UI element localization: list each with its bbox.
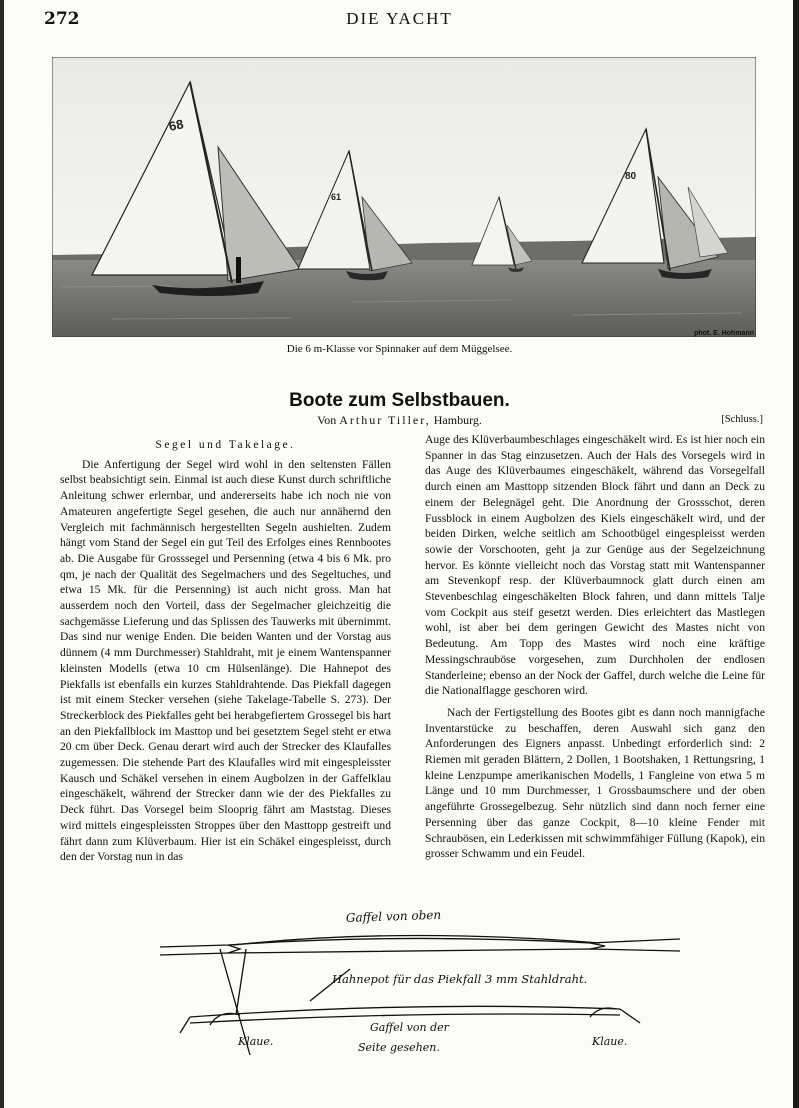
section-heading: Segel und Takelage.	[155, 439, 296, 451]
sketch-label-top: Gaffel von oben	[345, 907, 442, 925]
svg-text:68: 68	[167, 116, 185, 134]
continuation-note: [Schluss.]	[721, 414, 763, 425]
sketch-label-hahnepot: Hahnepot für das Piekfall 3 mm Stahldraht.	[332, 972, 588, 986]
running-title: DIE YACHT	[346, 9, 453, 28]
text-column-left	[60, 438, 391, 865]
paragraph-sails: Die Anfertigung der Segel wird wohl in den seltensten Fällen selbst beabsichtigt sein. Einmal ist auch diese Kunst durch schriftliche Anleitung schwer erlernbar, und andererseits habe ich noch nie von Amateuren angefertigte Segel gesehen, die auch nur annähernd den Vergleich mit fachmännisch hergestellten Segeln aushielten. Zudem hängt vom Stand der Segel ein gut Teil des Erfolges eines Rennbootes ab. Die Ausgabe für Grosssegel und Persenning (etwa 4 bis 6 Mk. pro qm, je nach der Qualität des Segelmachers und des Segeltuches, und etwa 15 Mk. für die Persenning) ist auch nicht gross. Man hat ausserdem noch den Vorteil, dass der Segelmacher gleichzeitig die sachgemässe Lieferung und das Splissen des Tauwerks mit übernimmt. Das sind nur wenige Enden. Die beiden Wanten und der Vorstag aus dünnem (4 mm Durchmesser) Stahldraht, mit je einem Wantenspanner kleinsten Modells (etwa 10 cm Hülsenlänge). Die Hahnepot des Piekfalls ist ebenfalls ein kurzes Stahldrahtende. Das Piekfall dagegen ist mit einem Stecker versehen (siehe Takelage-Tabelle S. 273). Der Streckerblock des Piekfalles geht bei herabgefiertem Grossegel bis hart an den Piekfallblock im Masttop und bei gesetztem Segel steht er etwa 20 cm über Deck. Genau derart wird auch der Strecker des Klaufalles zugemessen. Die stehende Part des Klaufalles wird mit eingespleisster Kausch und Schäkel versehen in einem Augbolzen in der Gaffelklau eingeschäkelt, während der Strecker dann wie der des Piekfalles zu Deck führt. Das Vorsegel beim Slooprig fährt am Maststag. Dieses wird mittels eingespleissten Stroppes über den Masttopp gestreift und fährt dann zum Klüverbaum. Hier ist ein Schäkel eingespleisst, durch den der Vorstag nun in das	[60, 457, 391, 864]
photo-caption: Die 6 m-Klasse vor Spinnaker auf dem Müggelsee.	[286, 343, 513, 355]
page-edge-left	[0, 0, 4, 1108]
gaff-sketch	[150, 905, 710, 1070]
author-name: Arthur Tiller,	[339, 413, 431, 427]
author-place: Hamburg.	[433, 413, 482, 427]
page-edge-right	[793, 0, 799, 1108]
article-byline	[0, 413, 799, 428]
svg-text:80: 80	[625, 171, 637, 182]
byline-prefix: Von	[317, 413, 337, 427]
article-title: Boote zum Selbstbauen.	[289, 390, 510, 411]
paragraph-rigging-continued: Auge des Klüverbaumbeschlages eingeschäkelt wird. Es ist hier noch ein Spanner in das Stag einzusetzen. Auch der Hals des Vorsegels wird in das Auge des Klüverbaumes eingeschäkelt, während das Vorsegelfall durch einen am Masttopp sitzenden Block fährt und dann an Deck zu einem der Belegnägel geht. Die Anordnung der Grossschot, deren Fussblock in einem Augbolzen des Kiels eingeschäkelt wird, und der beiden Dirken, welche seitlich am Schootbügel eingespleisst werden sowie der Vorschooten, geht ja zur Genüge aus der Segelzeichnung hervor. Es könnte vielleicht noch das Vorstag statt mit Wantenspanner am Stevenkopf resp. der Klüverbaumnock glatt durch einen am Stevenbeschlag eingeschäkelten Block fahren, und dann mittels Talje vom Cockpit aus steif gesetzt werden. Dies erleichtert das Mastlegen wohl, ist aber bei dem geringen Gewicht des Mastes nicht von Bedeutung. Am Topp des Mastes wird noch eine kräftige Messingschrauböse vorgesehen, zum Durchholen der endlosen Standerleine; ebenso an der Nock der Gaffel, durch welche die Leine für die Nationalflagge geschoren wird.	[425, 433, 765, 698]
paragraph-inventory: Nach der Fertigstellung des Bootes gibt es dann noch mannigfache Inventarstücke zu beschaffen, deren Auswahl sich ganz den Anforderungen des Eigners anpasst. Unbedingt erforderlich sind: 2 Riemen mit geraden Blättern, 2 Dollen, 1 Bootshaken, 1 Rettungsring, 1 kleine Lenzpumpe amerikanischen Modells, 1 Fangleine von etwa 5 m Länge und 10 mm Durchmesser, 1 Grossbaumschere und der oben angeführte Grossegelbezug. Sehr nützlich sind dann noch ferner eine Persenning über das ganze Cockpit, 8—10 kleine Fender mit Schraubösen, ein Lederkissen mit schwimmfähiger Füllung (Kapok), ein grosser Schwamm und ein Feudel.	[425, 705, 765, 861]
regatta-photo	[52, 57, 756, 337]
page-number: 272	[44, 9, 80, 29]
photo-credit: phot. E. Hohmann	[694, 330, 754, 337]
svg-text:61: 61	[331, 192, 342, 202]
sketch-label-side-1: Gaffel von der	[370, 1021, 449, 1034]
text-column-right	[425, 432, 765, 862]
sketch-label-claw-right: Klaue.	[592, 1035, 628, 1048]
sketch-label-side-2: Seite gesehen.	[358, 1041, 440, 1054]
sketch-label-claw-left: Klaue.	[238, 1035, 274, 1048]
